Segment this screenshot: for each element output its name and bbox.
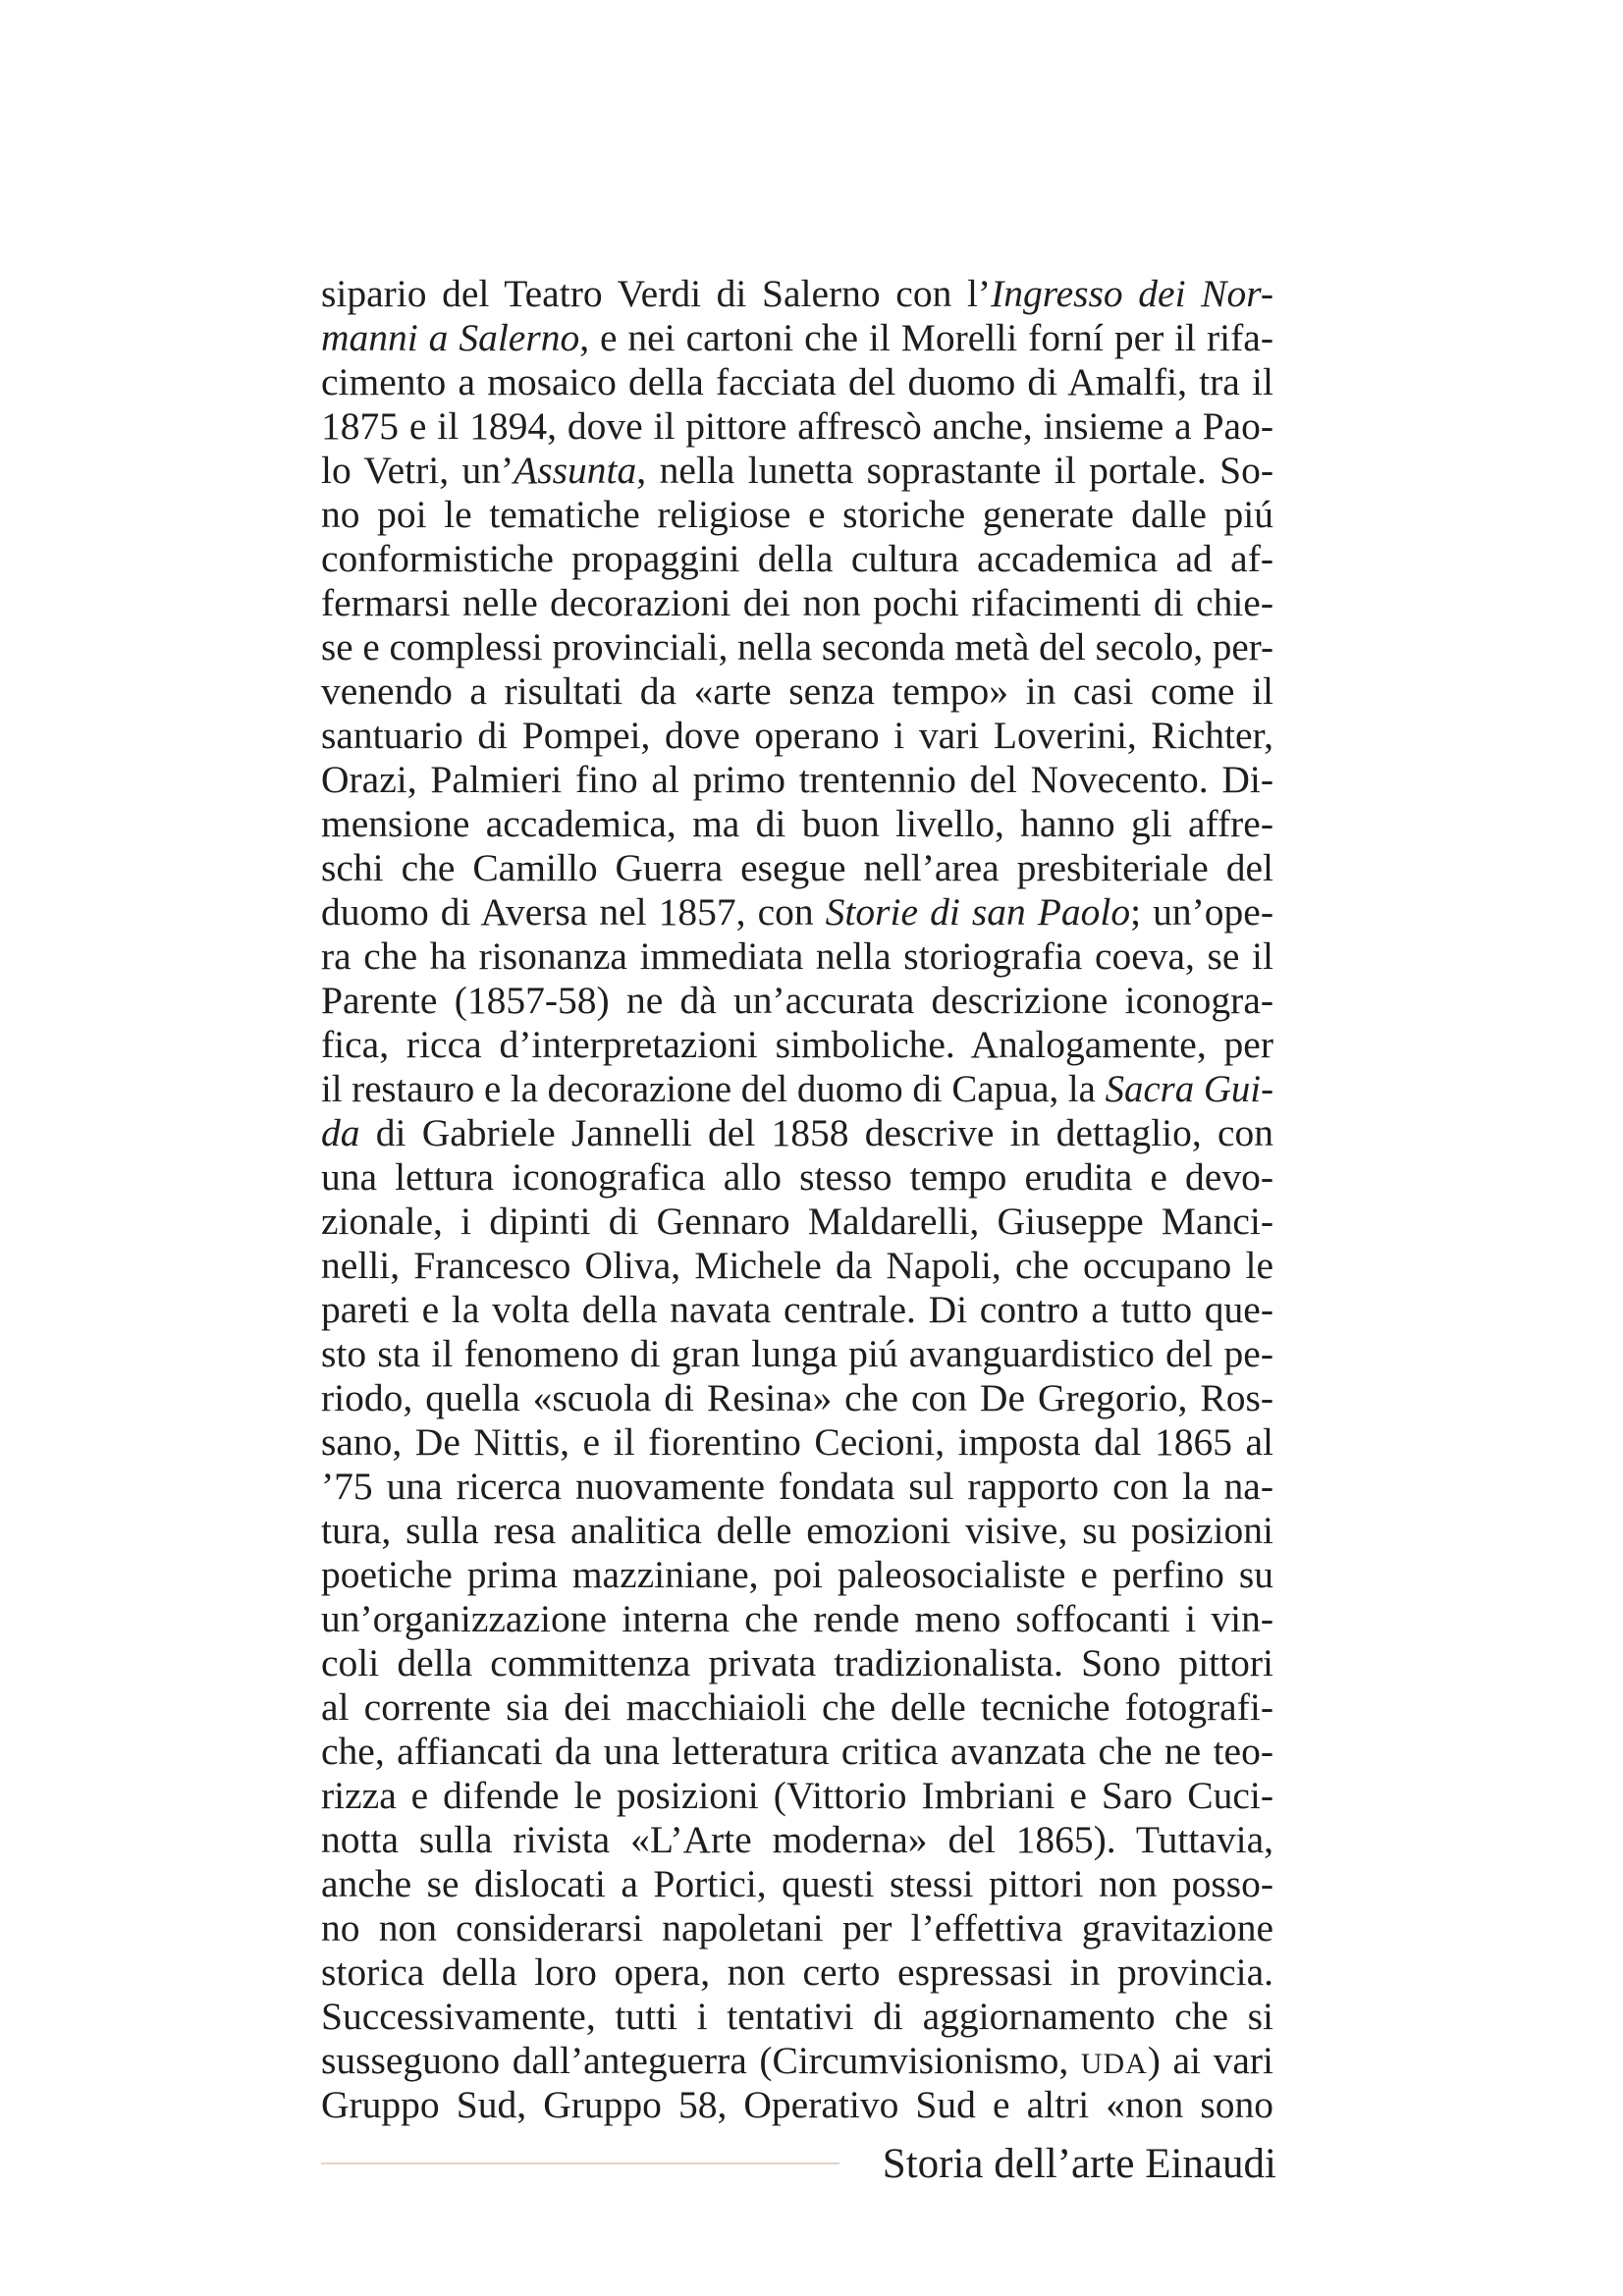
text-line [321,1111,1273,1155]
text-line [321,1685,1273,1730]
text-segment: schi che Camillo Guerra esegue nell’area presbiteriale del [321,846,1273,889]
text-segment: Successivamente, tutti i tentativi di aggiornamento che si [321,1995,1273,2038]
text-segment: cimento a mosaico della facciata del duomo di Amalfi, tra il [321,360,1273,403]
text-line [321,272,1273,316]
text-line [321,1288,1273,1332]
text-segment: ; un’ope- [1130,890,1273,934]
text-line [321,1553,1273,1597]
text-segment: poetiche prima mazziniane, poi paleosocialiste e perfino su [321,1553,1273,1596]
text-line [321,316,1273,360]
text-line [321,714,1273,758]
text-line [321,2083,1273,2127]
text-segment: al corrente sia dei macchiaioli che delle tecniche fotografi- [321,1685,1273,1729]
text-segment: ) ai vari [1147,2039,1273,2082]
text-segment: conformistiche propaggini della cultura accademica ad af- [321,537,1273,580]
text-segment: Ingresso dei Nor- [991,272,1273,315]
text-line [321,1597,1273,1641]
text-segment: santuario di Pompei, dove operano i vari Loverini, Richter, [321,714,1273,757]
text-line [321,493,1273,537]
text-line [321,890,1273,934]
text-segment: storica della loro opera, non certo espressasi in provincia. [321,1950,1273,1994]
text-line [321,669,1273,714]
text-segment: duomo di Aversa nel 1857, con [321,890,826,934]
text-segment: mensione accademica, ma di buon livello, hanno gli affre- [321,802,1273,845]
text-segment: sipario del Teatro Verdi di Salerno con l’ [321,272,992,315]
text-segment: tura, sulla resa analitica delle emozioni visive, su posizioni [321,1509,1273,1552]
text-line [321,404,1273,449]
text-segment: UDA [1080,2048,1148,2080]
text-segment: , nella lunetta soprastante il portale. So- [636,449,1273,492]
text-line [321,1774,1273,1818]
text-segment: Sacra Gui- [1105,1068,1274,1110]
text-segment: notta sulla rivista «L’Arte moderna» del 1865). Tuttavia, [321,1818,1273,1861]
text-line [321,934,1273,979]
text-segment: una lettura iconografica allo stesso tempo erudita e devo- [321,1155,1273,1199]
text-segment: di Gabriele Jannelli del 1858 descrive in dettaglio, con [359,1111,1273,1154]
text-line [321,360,1273,404]
text-segment: no poi le tematiche religiose e storiche generate dalle piú [321,493,1273,536]
footer-rule [321,2163,839,2164]
text-segment: da [321,1111,360,1154]
text-line [321,1465,1273,1509]
text-line [321,1244,1273,1288]
text-line [321,625,1273,669]
text-segment: Assunta [514,449,637,492]
text-segment: sto sta il fenomeno di gran lunga piú avanguardistico del pe- [321,1332,1273,1375]
text-segment: pareti e la volta della navata centrale. Di contro a tutto que- [321,1288,1273,1331]
text-line [321,1641,1273,1685]
text-segment: coli della committenza privata tradizionalista. Sono pittori [321,1641,1273,1684]
text-line [321,758,1273,802]
text-segment: 1875 e il 1894, dove il pittore affrescò anche, insieme a Pao- [321,404,1273,448]
text-line [321,1950,1273,1995]
text-segment: Gruppo Sud, Gruppo 58, Operativo Sud e altri «non sono [321,2083,1273,2126]
text-segment: lo Vetri, un’ [321,449,514,492]
text-line [321,449,1273,493]
text-line [321,581,1273,625]
text-segment: un’organizzazione interna che rende meno soffocanti i vin- [321,1597,1273,1640]
text-segment: fica, ricca d’interpretazioni simboliche. Analogamente, per [321,1023,1273,1066]
text-segment: nelli, Francesco Oliva, Michele da Napoli, che occupano le [321,1244,1273,1287]
text-line [321,1155,1273,1200]
text-segment: Storie di san Paolo [825,890,1131,934]
footer-title: Storia dell’arte Einaudi [882,2141,1276,2187]
text-line [321,537,1273,581]
text-segment: Orazi, Palmieri fino al primo trentennio del Novecento. Di- [321,758,1273,801]
text-line [321,979,1273,1023]
text-segment: sano, De Nittis, e il fiorentino Cecioni, imposta dal 1865 al [321,1420,1273,1464]
text-segment: anche se dislocati a Portici, questi stessi pittori non posso- [321,1862,1273,1905]
text-line [321,802,1273,846]
text-line [321,1420,1273,1465]
text-segment: venendo a risultati da «arte senza tempo» in casi come il [321,669,1273,713]
text-segment: , e nei cartoni che il Morelli forní per il rifa- [579,316,1273,359]
text-segment: ’75 una ricerca nuovamente fondata sul rapporto con la na- [321,1465,1273,1508]
text-line [321,1376,1273,1420]
text-line [321,1509,1273,1553]
text-segment: no non considerarsi napoletani per l’effettiva gravitazione [321,1906,1273,1949]
text-segment: susseguono dall’anteguerra (Circumvisionismo, [321,2039,1081,2082]
text-segment: il restauro e la decorazione del duomo di Capua, la [321,1068,1106,1110]
text-segment: se e complessi provinciali, nella seconda metà del secolo, per- [321,626,1273,668]
text-line [321,1862,1273,1906]
text-segment: riodo, quella «scuola di Resina» che con De Gregorio, Ros- [321,1376,1273,1419]
text-line [321,2039,1273,2083]
text-segment: fermarsi nelle decorazioni dei non pochi rifacimenti di chie- [321,581,1273,624]
text-line [321,1332,1273,1376]
text-segment: rizza e difende le posizioni (Vittorio Imbriani e Saro Cuci- [321,1774,1273,1817]
text-segment: manni a Salerno [321,316,580,359]
text-segment: Parente (1857-58) ne dà un’accurata descrizione iconogra- [321,979,1273,1022]
text-line [321,1906,1273,1950]
text-line [321,846,1273,890]
text-segment: zionale, i dipinti di Gennaro Maldarelli, Giuseppe Manci- [321,1200,1273,1243]
text-line [321,1730,1273,1774]
text-line [321,1995,1273,2039]
text-segment: che, affiancati da una letteratura critica avanzata che ne teo- [321,1730,1273,1773]
body-text [321,272,1273,2127]
text-line [321,1023,1273,1067]
text-line [321,1067,1273,1111]
text-line [321,1200,1273,1244]
text-line [321,1818,1273,1862]
text-segment: ra che ha risonanza immediata nella storiografia coeva, se il [321,934,1273,978]
